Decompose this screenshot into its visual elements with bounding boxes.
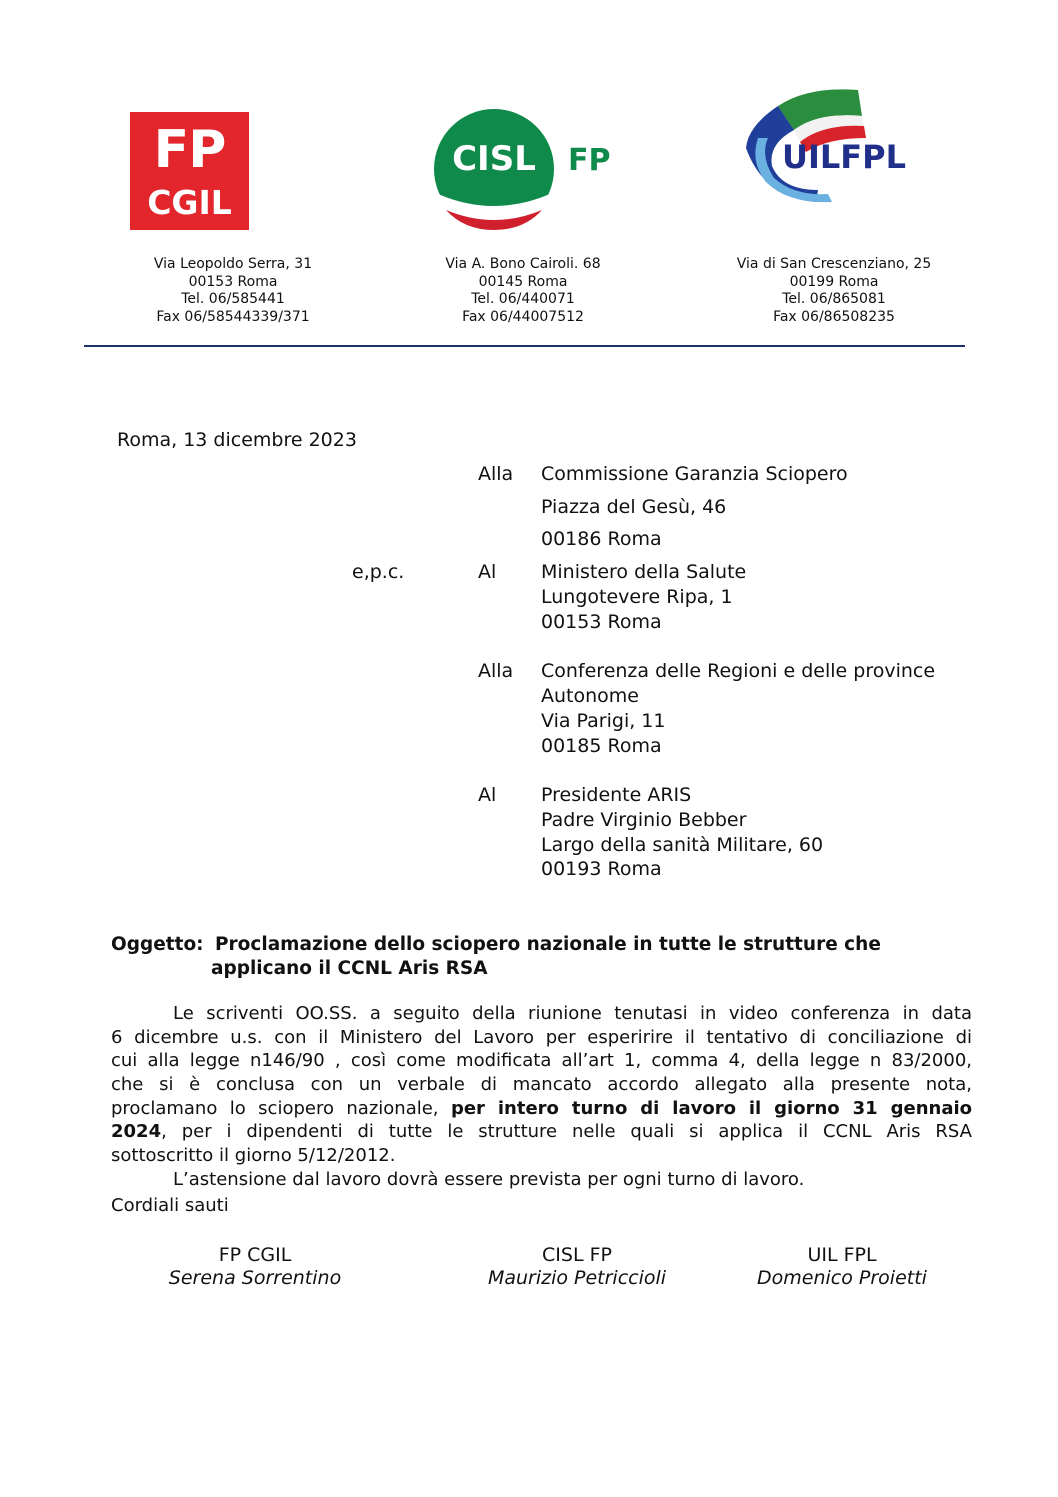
recipient-line: Piazza del Gesù, 46 [541,496,727,518]
recipient-prefix: Al [478,784,497,806]
body-text: , per i dipendenti di tutte le strutture nelle quali si applica il CCNL Aris RSA [161,1121,972,1142]
address-street: Via A. Bono Cairoli. 68 [445,256,601,272]
address-fax: Fax 06/58544339/371 [156,308,310,325]
address-city: 00153 Roma [188,273,278,290]
subject-label: Oggetto: [111,934,204,955]
signature-name: Domenico Proietti [757,1267,927,1289]
recipient-line: Largo della sanità Militare, 60 [541,834,824,856]
address-tel: Tel. 06/440071 [471,291,575,307]
signature-org: UIL FPL [807,1244,877,1266]
fp-cgil-logo-line2: CGIL [147,183,232,222]
address-cisl-fp [373,256,673,326]
fp-cgil-logo-line1: FP [153,120,226,180]
recipient-line: Autonome [541,685,639,707]
recipient-line: 00153 Roma [541,611,662,633]
cisl-logo-text2: FP [568,143,611,178]
recipient-prefix: Alla [478,660,514,682]
body-line: L’astensione dal lavoro dovrà essere prevista per ogni turno di lavoro. [173,1169,805,1190]
signature-uil-fpl [712,1244,972,1290]
recipient-line: Presidente ARIS [541,784,692,806]
subject-line2: applicano il CCNL Aris RSA [211,958,488,979]
recipient-line: Ministero della Salute [541,561,747,583]
address-tel: Tel. 06/585441 [181,291,285,307]
epc-label: e,p.c. [352,561,405,583]
cisl-fp-logo [434,106,624,232]
signature-org: CISL FP [542,1244,612,1266]
body-line: sottoscritto il giorno 5/12/2012. [111,1145,396,1166]
signature-name: Serena Sorrentino [168,1267,342,1289]
address-tel: Tel. 06/865081 [782,291,886,307]
body-line: cui alla legge n146/90 , così come modificata all’art 1, comma 4, della legge n 83/2000, [111,1050,972,1071]
letter-date: Roma, 13 dicembre 2023 [117,429,357,451]
recipient-prefix: Alla [478,463,514,485]
recipient-line: 00193 Roma [541,858,662,880]
body-line [111,1120,972,1144]
header-divider [84,345,965,347]
address-city: 00145 Roma [478,273,568,290]
signature-cisl-fp [447,1244,707,1290]
address-street: Via di San Crescenziano, 25 [736,256,932,272]
body-bold-text: per intero turno di lavoro il giorno 31 gennaio [450,1098,973,1119]
body-line: Le scriventi OO.SS. a seguito della riunione tenutasi in video conferenza in data [173,1003,972,1024]
address-street: Via Leopoldo Serra, 31 [153,256,313,272]
recipient-line: Padre Virginio Bebber [541,809,747,831]
recipient-line: Lungotevere Ripa, 1 [541,586,733,608]
signature-fp-cgil [125,1244,385,1290]
recipient-line: 00186 Roma [541,528,662,550]
address-city: 00199 Roma [789,273,879,290]
signature-org: FP CGIL [218,1244,292,1266]
subject-line1: Proclamazione dello sciopero nazionale in tutte le strutture che [215,934,881,955]
uilfpl-logo-text: UILFPL [782,138,906,176]
recipient-line: Commissione Garanzia Sciopero [541,463,848,485]
fp-cgil-logo [130,112,249,230]
signature-name: Maurizio Petriccioli [487,1267,667,1289]
body-line [111,1097,972,1121]
body-bold-text: 2024 [111,1121,162,1142]
recipient-line: 00185 Roma [541,735,662,757]
body-line: che si è conclusa con un verbale di mancato accordo allegato alla presente nota, [111,1074,972,1095]
address-fax: Fax 06/86508235 [773,308,895,325]
recipient-prefix: Al [478,561,497,583]
address-uil-fpl [684,256,984,326]
closing-salutation: Cordiali sauti [111,1195,229,1216]
uilfpl-logo [738,86,928,206]
cisl-logo-text1: CISL [452,139,536,179]
body-text: proclamano lo sciopero nazionale, [111,1098,451,1119]
recipient-line: Conferenza delle Regioni e delle province [541,660,936,682]
recipient-line: Via Parigi, 11 [541,710,666,732]
address-fax: Fax 06/44007512 [462,308,584,325]
address-fp-cgil [83,256,383,326]
body-line: 6 dicembre u.s. con il Ministero del Lavoro per esperirire il tentativo di conciliazione di [111,1027,972,1048]
